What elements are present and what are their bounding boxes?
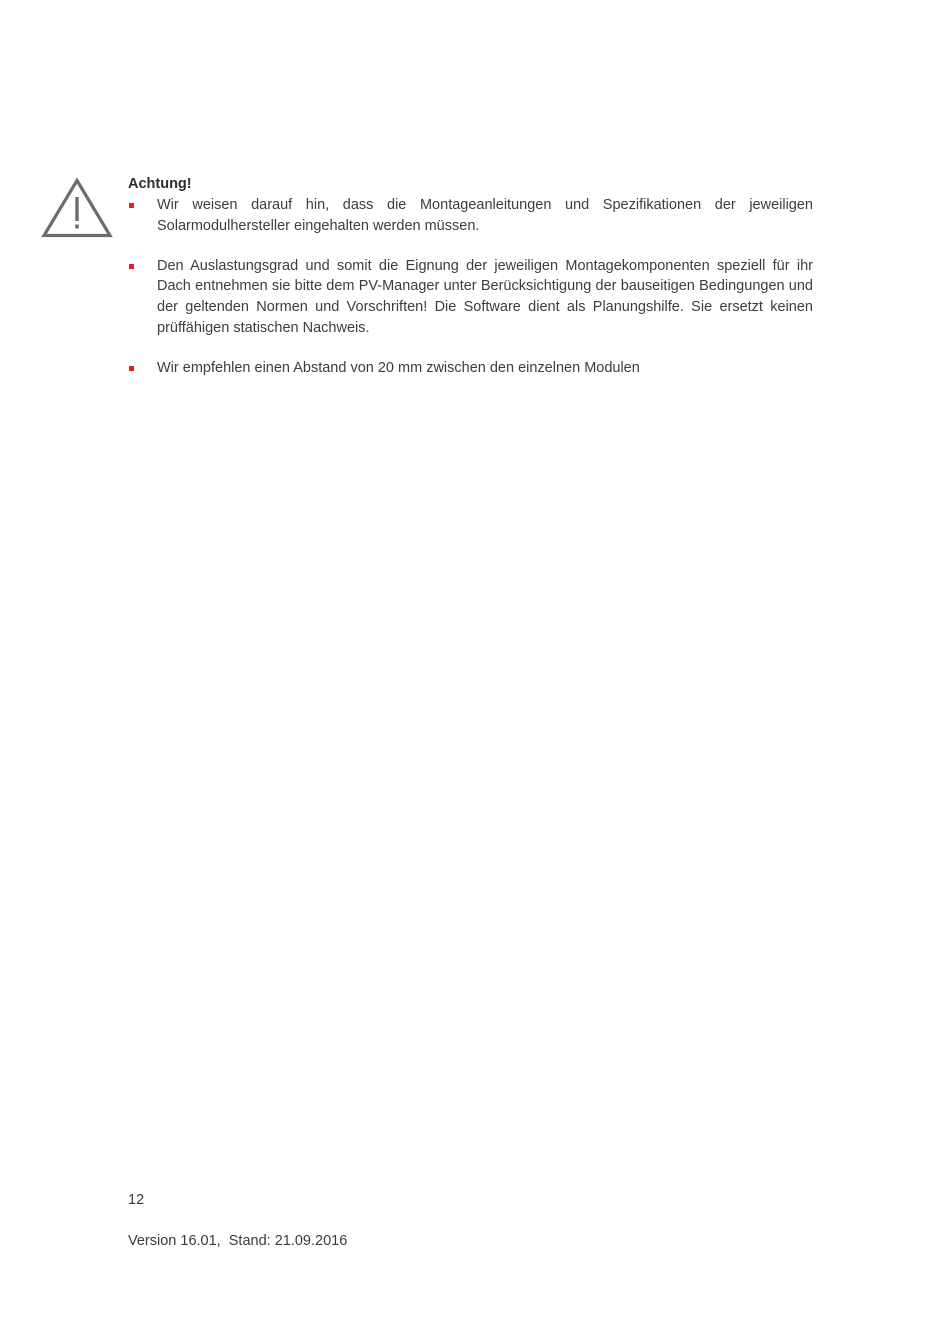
bullet-marker bbox=[129, 203, 134, 208]
page-number: 12 bbox=[128, 1192, 145, 1208]
warning-notice bbox=[128, 174, 813, 379]
list-item bbox=[128, 195, 813, 237]
list-item-text: Wir weisen darauf hin, dass die Montageanleitungen und Spezifikationen der jeweiligen Solarmodulhersteller eingehalten werden müssen. bbox=[157, 197, 813, 234]
list-item-text: Den Auslastungsgrad und somit die Eignung der jeweiligen Montagekomponenten speziell für ihr Dach entnehmen sie bitte dem PV-Manager unter Berücksichtigung der bauseitigen Bedingungen und der geltenden Normen und Vorschriften! Die Software dient als Planungshilfe. Sie ersetzt keinen prüffähigen statischen Nachweis. bbox=[157, 257, 813, 336]
list-item bbox=[128, 256, 813, 339]
notice-title: Achtung! bbox=[128, 176, 192, 192]
list-item-text: Wir empfehlen einen Abstand von 20 mm zwischen den einzelnen Modulen bbox=[157, 359, 640, 376]
version-info: Version 16.01, Stand: 21.09.2016 bbox=[128, 1233, 348, 1249]
warning-triangle-icon bbox=[41, 177, 113, 239]
list-item bbox=[128, 358, 813, 379]
bullet-marker bbox=[129, 366, 134, 371]
notice-list bbox=[128, 195, 813, 379]
bullet-marker bbox=[129, 264, 134, 269]
